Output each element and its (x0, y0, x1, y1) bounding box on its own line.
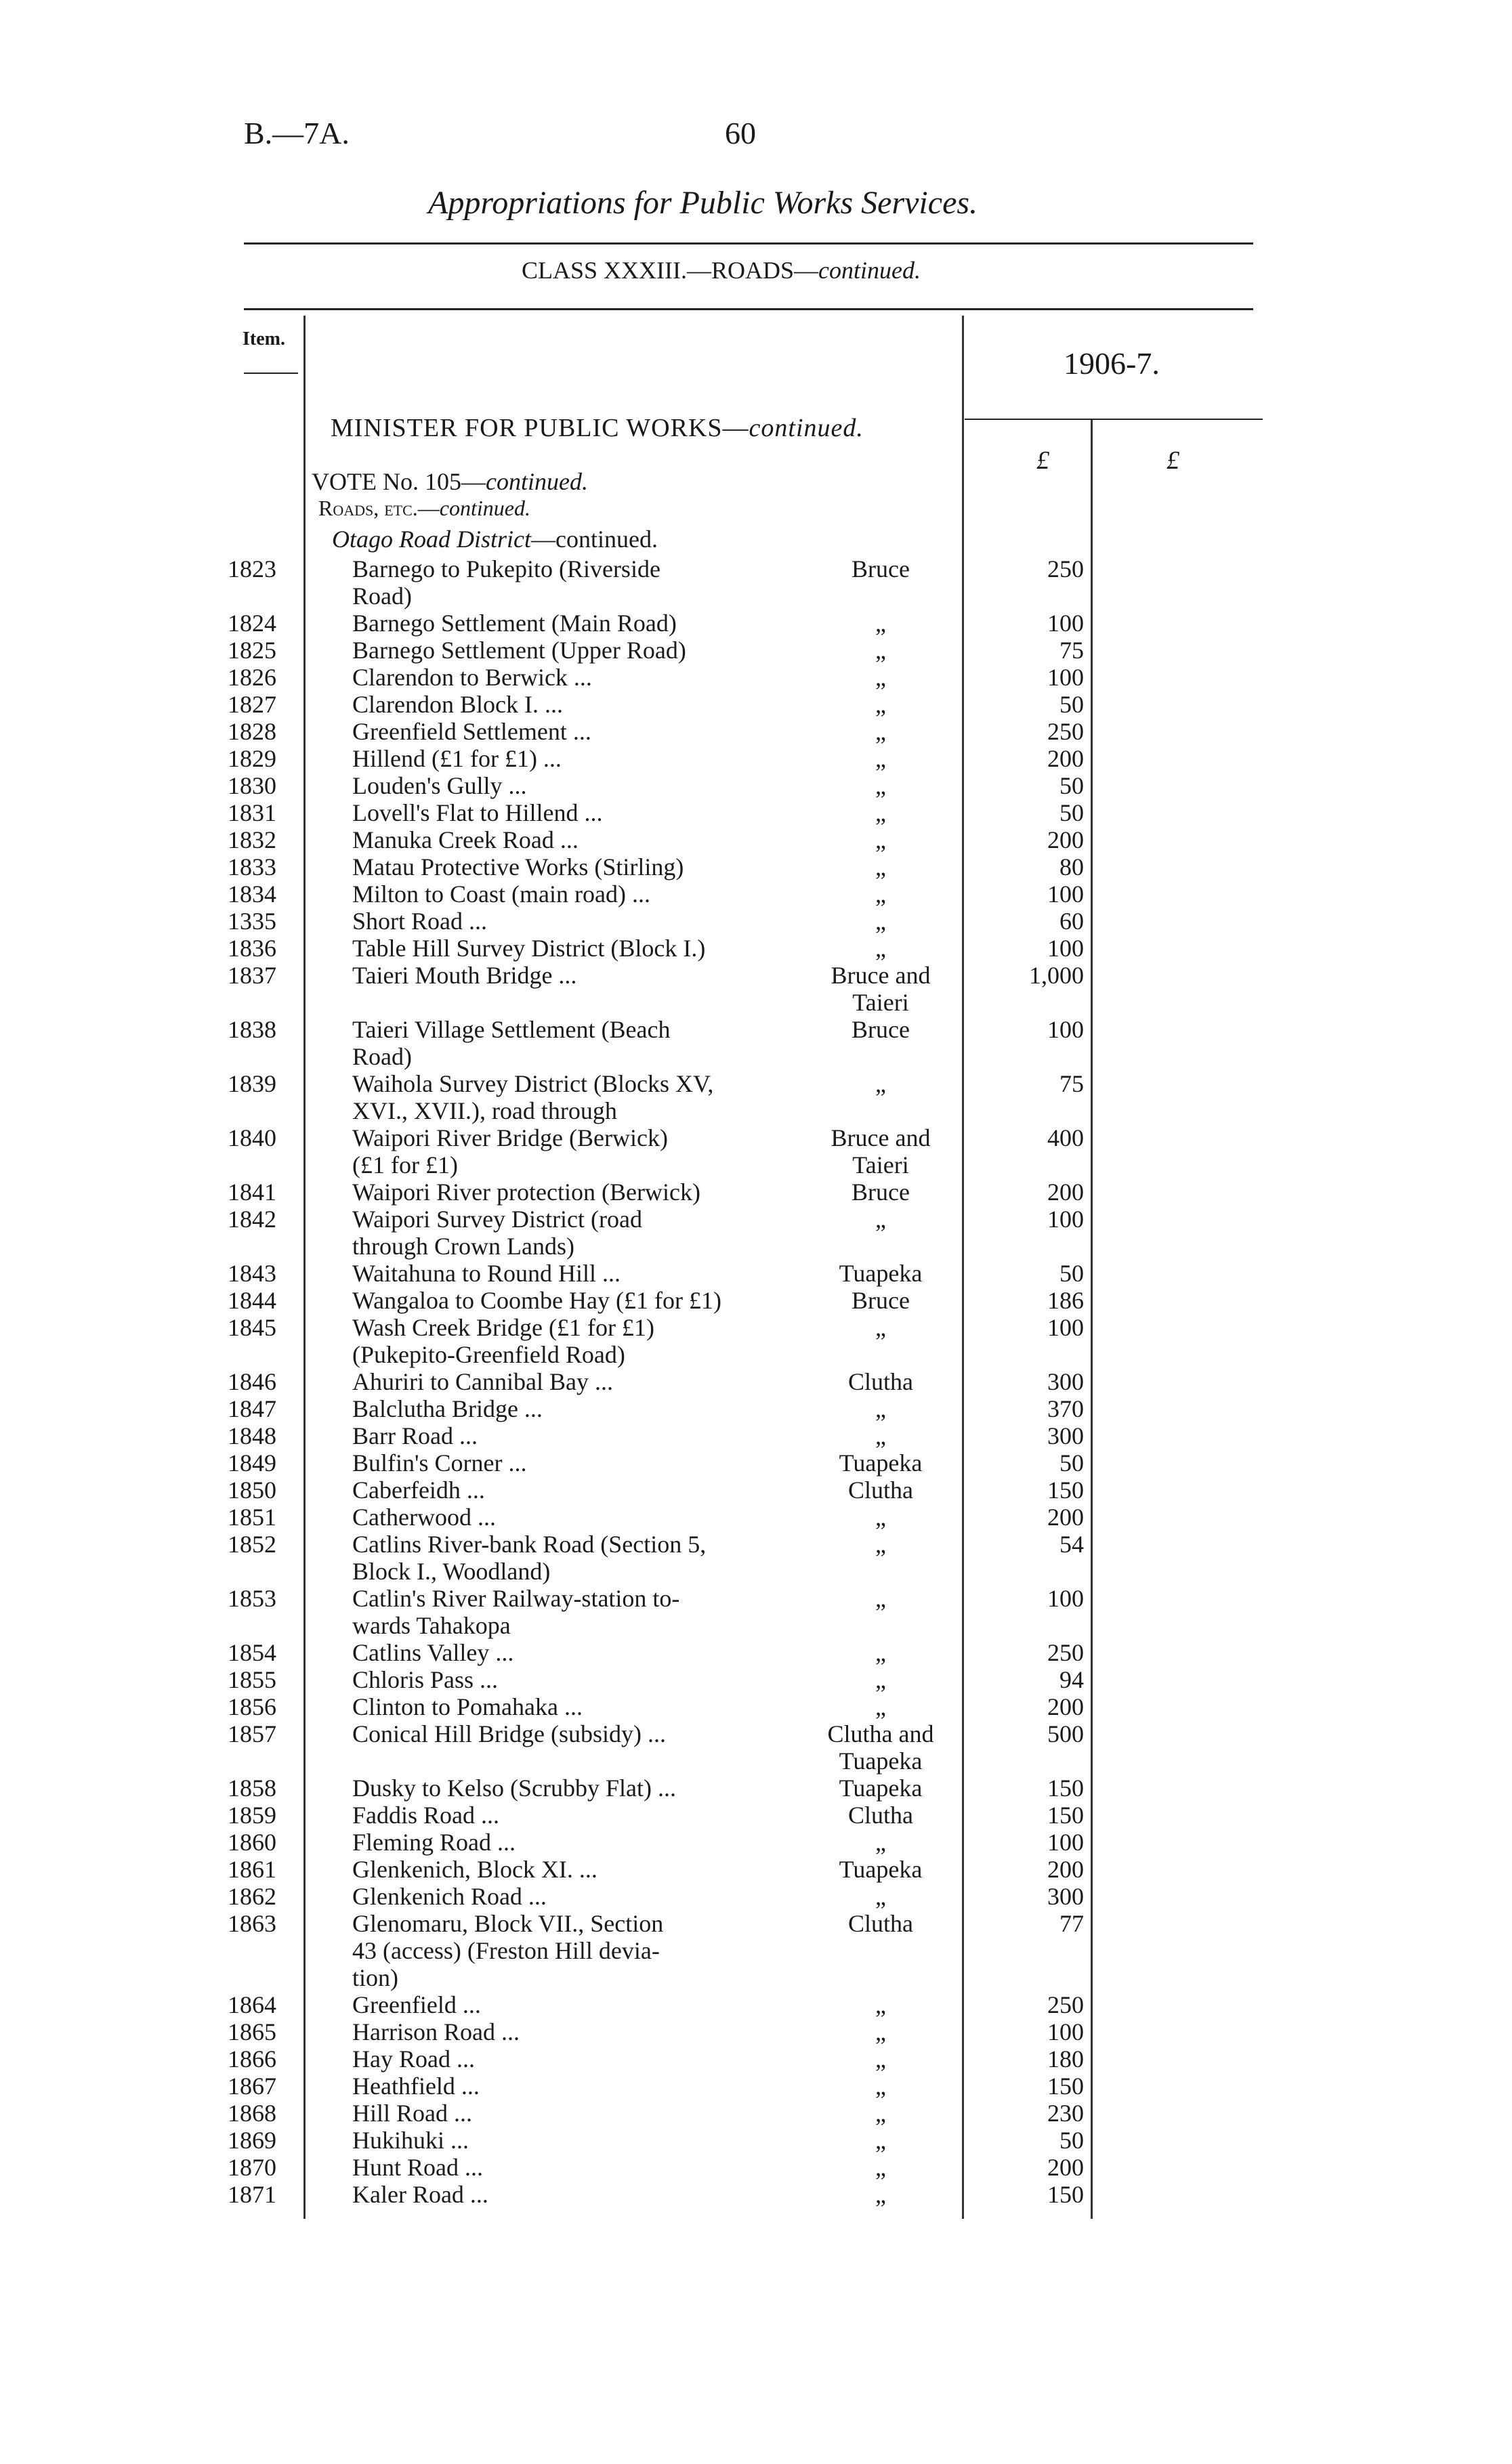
item-electorate: „ (875, 1585, 886, 1612)
table-row (0, 1449, 1512, 1477)
table-row (0, 610, 1512, 637)
item-description: Catlin's River Railway-station to- wards Tahakopa (352, 1585, 680, 1639)
item-amount: 100 (1047, 610, 1084, 637)
item-electorate: „ (875, 772, 886, 799)
item-description: Catherwood ... (352, 1504, 496, 1531)
item-description: Ahuriri to Cannibal Bay ... (352, 1368, 613, 1395)
item-column-header: Item. (243, 328, 285, 349)
item-number: 1841 (228, 1178, 276, 1206)
item-description: Catlins Valley ... (352, 1639, 514, 1666)
item-description: Milton to Coast (main road) ... (352, 880, 650, 908)
table-row (0, 935, 1512, 962)
table-row (0, 2127, 1512, 2154)
page-title: Appropriations for Public Works Services. (428, 185, 978, 221)
table-row (0, 1585, 1512, 1639)
item-amount: 54 (1059, 1531, 1084, 1558)
item-number: 1823 (228, 555, 276, 582)
table-row (0, 826, 1512, 853)
item-description: Barr Road ... (352, 1422, 478, 1449)
table-row (0, 1016, 1512, 1070)
item-amount: 50 (1059, 772, 1084, 799)
table-row (0, 1287, 1512, 1314)
item-description: Greenfield Settlement ... (352, 718, 591, 745)
item-electorate: „ (875, 1395, 886, 1422)
item-electorate: „ (875, 1991, 886, 2018)
item-number: 1848 (228, 1422, 276, 1449)
item-number: 1858 (228, 1775, 276, 1802)
item-description: Harrison Road ... (352, 2018, 520, 2045)
table-row (0, 2073, 1512, 2100)
item-number: 1829 (228, 745, 276, 772)
item-description: Kaler Road ... (352, 2181, 488, 2208)
table-row (0, 1693, 1512, 1720)
item-number: 1869 (228, 2127, 276, 2154)
item-amount: 200 (1047, 1178, 1084, 1206)
table-row (0, 1856, 1512, 1883)
item-amount: 370 (1047, 1395, 1084, 1422)
item-amount: 300 (1047, 1368, 1084, 1395)
table-row (0, 1178, 1512, 1206)
item-electorate: „ (875, 826, 886, 853)
table-row (0, 2018, 1512, 2045)
item-number: 1871 (228, 2181, 276, 2208)
table-row (0, 1639, 1512, 1666)
item-number: 1845 (228, 1314, 276, 1341)
item-description: Fleming Road ... (352, 1829, 516, 1856)
item-amount: 60 (1059, 908, 1084, 935)
item-number: 1843 (228, 1260, 276, 1287)
item-electorate: „ (875, 1829, 886, 1856)
item-electorate: „ (875, 664, 886, 691)
roads-title: Roads, etc.— (318, 496, 440, 520)
table-row (0, 2181, 1512, 2208)
item-number: 1862 (228, 1883, 276, 1910)
table-row (0, 853, 1512, 880)
item-description: Manuka Creek Road ... (352, 826, 579, 853)
item-electorate: „ (875, 1504, 886, 1531)
item-amount: 100 (1047, 880, 1084, 908)
item-number: 1857 (228, 1720, 276, 1747)
item-amount: 100 (1047, 1314, 1084, 1341)
table-row (0, 1775, 1512, 1802)
item-description: Louden's Gully ... (352, 772, 527, 799)
item-electorate: Bruce (852, 1287, 910, 1314)
table-row (0, 1422, 1512, 1449)
item-amount: 75 (1059, 637, 1084, 664)
item-electorate: „ (875, 745, 886, 772)
item-description: Hill Road ... (352, 2100, 472, 2127)
item-description: Waipori Survey District (road through Crown Lands) (352, 1206, 642, 1260)
item-number: 1856 (228, 1693, 276, 1720)
item-amount: 200 (1047, 1856, 1084, 1883)
item-amount: 250 (1047, 1639, 1084, 1666)
item-amount: 200 (1047, 1504, 1084, 1531)
item-amount: 100 (1047, 1585, 1084, 1612)
item-number: 1852 (228, 1531, 276, 1558)
item-number: 1847 (228, 1395, 276, 1422)
table-row (0, 745, 1512, 772)
item-amount: 400 (1047, 1124, 1084, 1151)
item-description: Barnego Settlement (Main Road) (352, 610, 677, 637)
item-number: 1825 (228, 637, 276, 664)
item-number: 1842 (228, 1206, 276, 1233)
item-electorate: Bruce and Taieri (831, 962, 931, 1016)
item-description: Balclutha Bridge ... (352, 1395, 543, 1422)
item-amount: 100 (1047, 1829, 1084, 1856)
item-number: 1863 (228, 1910, 276, 1937)
currency-symbol-2: £ (1167, 446, 1179, 475)
table-row (0, 1666, 1512, 1693)
table-row (0, 1124, 1512, 1178)
item-electorate: „ (875, 2018, 886, 2045)
item-number: 1824 (228, 610, 276, 637)
currency-symbol-1: £ (1036, 446, 1049, 475)
item-description: Barnego to Pukepito (Riverside Road) (352, 555, 660, 610)
item-amount: 1,000 (1029, 962, 1084, 989)
item-amount: 500 (1047, 1720, 1084, 1747)
item-amount: 150 (1047, 1802, 1084, 1829)
table-row (0, 1314, 1512, 1368)
item-number: 1851 (228, 1504, 276, 1531)
table-row (0, 1802, 1512, 1829)
item-amount: 300 (1047, 1883, 1084, 1910)
district-continued: —continued. (531, 526, 658, 553)
item-description: Matau Protective Works (Stirling) (352, 853, 684, 880)
item-description: Glenkenich Road ... (352, 1883, 547, 1910)
item-number: 1833 (228, 853, 276, 880)
item-description: Conical Hill Bridge (subsidy) ... (352, 1720, 666, 1747)
table-row (0, 880, 1512, 908)
item-electorate: Tuapeka (839, 1856, 923, 1883)
item-electorate: Bruce and Taieri (831, 1124, 931, 1178)
item-description: Taieri Mouth Bridge ... (352, 962, 577, 989)
item-amount: 75 (1059, 1070, 1084, 1097)
item-amount: 150 (1047, 2181, 1084, 2208)
item-amount: 150 (1047, 1477, 1084, 1504)
minister-continued: continued. (749, 414, 864, 442)
roads-continued: continued. (439, 496, 530, 520)
table-row (0, 1720, 1512, 1775)
table-row (0, 1477, 1512, 1504)
item-description: Hunt Road ... (352, 2154, 483, 2181)
item-description: Heathfield ... (352, 2073, 480, 2100)
table-row (0, 664, 1512, 691)
item-description: Waipori River protection (Berwick) (352, 1178, 700, 1206)
item-amount: 230 (1047, 2100, 1084, 2127)
item-amount: 100 (1047, 1206, 1084, 1233)
item-description: Bulfin's Corner ... (352, 1449, 527, 1477)
table-row (0, 1395, 1512, 1422)
table-row (0, 1070, 1512, 1124)
item-amount: 100 (1047, 664, 1084, 691)
table-row (0, 1206, 1512, 1260)
table-row (0, 1504, 1512, 1531)
item-electorate: „ (875, 718, 886, 745)
item-amount: 250 (1047, 718, 1084, 745)
item-number: 1865 (228, 2018, 276, 2045)
item-number: 1831 (228, 799, 276, 826)
item-electorate: „ (875, 1639, 886, 1666)
page-reference: B.—7A. (244, 116, 350, 150)
item-electorate: „ (875, 1314, 886, 1341)
item-number: 1846 (228, 1368, 276, 1395)
item-description: Barnego Settlement (Upper Road) (352, 637, 686, 664)
table-row (0, 2154, 1512, 2181)
item-number: 1868 (228, 2100, 276, 2127)
table-row (0, 799, 1512, 826)
table-row (0, 2100, 1512, 2127)
item-number: 1855 (228, 1666, 276, 1693)
item-description: Taieri Village Settlement (Beach Road) (352, 1016, 671, 1070)
item-description: Lovell's Flat to Hillend ... (352, 799, 603, 826)
item-number: 1830 (228, 772, 276, 799)
item-electorate: „ (875, 2045, 886, 2073)
table-row (0, 2045, 1512, 2073)
item-electorate: „ (875, 1422, 886, 1449)
item-number: 1828 (228, 718, 276, 745)
item-number: 1840 (228, 1124, 276, 1151)
item-electorate: „ (875, 799, 886, 826)
item-description: Hay Road ... (352, 2045, 475, 2073)
item-description: Hillend (£1 for £1) ... (352, 745, 562, 772)
item-description: Wash Creek Bridge (£1 for £1) (Pukepito-Greenfield Road) (352, 1314, 654, 1368)
item-description: Clarendon to Berwick ... (352, 664, 592, 691)
class-title: CLASS XXXIII.—ROADS— (522, 257, 819, 284)
item-description: Greenfield ... (352, 1991, 481, 2018)
item-number: 1850 (228, 1477, 276, 1504)
item-electorate: Bruce (852, 1016, 910, 1043)
item-electorate: Clutha (848, 1910, 913, 1937)
item-electorate: „ (875, 935, 886, 962)
item-electorate: Bruce (852, 1178, 910, 1206)
item-electorate: Tuapeka (839, 1260, 923, 1287)
item-electorate: Clutha (848, 1368, 913, 1395)
item-electorate: „ (875, 1693, 886, 1720)
item-amount: 80 (1059, 853, 1084, 880)
item-electorate: „ (875, 610, 886, 637)
item-amount: 50 (1059, 691, 1084, 718)
item-amount: 50 (1059, 1449, 1084, 1477)
item-description: Short Road ... (352, 908, 488, 935)
item-number: 1866 (228, 2045, 276, 2073)
item-amount: 300 (1047, 1422, 1084, 1449)
item-number: 1832 (228, 826, 276, 853)
year-column-header: 1906-7. (1064, 346, 1160, 381)
item-number: 1870 (228, 2154, 276, 2181)
item-electorate: Tuapeka (839, 1449, 923, 1477)
item-amount: 50 (1059, 1260, 1084, 1287)
item-number: 1844 (228, 1287, 276, 1314)
item-electorate: „ (875, 2100, 886, 2127)
item-description: Chloris Pass ... (352, 1666, 499, 1693)
item-number: 1860 (228, 1829, 276, 1856)
item-amount: 200 (1047, 826, 1084, 853)
item-amount: 50 (1059, 2127, 1084, 2154)
item-description: Table Hill Survey District (Block I.) (352, 935, 706, 962)
item-electorate: „ (875, 691, 886, 718)
item-amount: 100 (1047, 1016, 1084, 1043)
item-number: 1838 (228, 1016, 276, 1043)
table-row (0, 962, 1512, 1016)
table-row (0, 1991, 1512, 2018)
table-row (0, 1910, 1512, 1991)
item-electorate: „ (875, 637, 886, 664)
item-amount: 186 (1047, 1287, 1084, 1314)
item-electorate: Tuapeka (839, 1775, 923, 1802)
item-number: 1836 (228, 935, 276, 962)
page-number: 60 (725, 116, 756, 150)
item-amount: 200 (1047, 1693, 1084, 1720)
item-amount: 100 (1047, 2018, 1084, 2045)
item-electorate: „ (875, 1883, 886, 1910)
item-number: 1839 (228, 1070, 276, 1097)
item-electorate: „ (875, 1070, 886, 1097)
item-amount: 180 (1047, 2045, 1084, 2073)
item-description: Glenkenich, Block XI. ... (352, 1856, 597, 1883)
item-description: Wangaloa to Coombe Hay (£1 for £1) (352, 1287, 721, 1314)
table-row (0, 1368, 1512, 1395)
item-amount: 150 (1047, 1775, 1084, 1802)
item-number: 1864 (228, 1991, 276, 2018)
item-electorate: „ (875, 2181, 886, 2208)
item-electorate: „ (875, 1206, 886, 1233)
vote-continued: continued. (485, 468, 588, 495)
item-electorate: „ (875, 2154, 886, 2181)
item-number: 1853 (228, 1585, 276, 1612)
item-description: Clinton to Pomahaka ... (352, 1693, 583, 1720)
item-amount: 77 (1059, 1910, 1084, 1937)
item-number: 1849 (228, 1449, 276, 1477)
item-amount: 50 (1059, 799, 1084, 826)
item-amount: 94 (1059, 1666, 1084, 1693)
district-title: Otago Road District (332, 526, 531, 553)
item-number: 1837 (228, 962, 276, 989)
table-row (0, 637, 1512, 664)
item-number: 1854 (228, 1639, 276, 1666)
item-number: 1861 (228, 1856, 276, 1883)
item-number: 1834 (228, 880, 276, 908)
item-electorate: „ (875, 2127, 886, 2154)
item-description: Waitahuna to Round Hill ... (352, 1260, 621, 1287)
item-description: Waipori River Bridge (Berwick) (£1 for £1) (352, 1124, 668, 1178)
item-electorate: „ (875, 1531, 886, 1558)
item-description: Faddis Road ... (352, 1802, 500, 1829)
item-electorate: „ (875, 2073, 886, 2100)
item-electorate: „ (875, 908, 886, 935)
table-row (0, 908, 1512, 935)
item-electorate: „ (875, 853, 886, 880)
item-electorate: Clutha and Tuapeka (827, 1720, 934, 1775)
table-row (0, 1531, 1512, 1585)
item-number: 1335 (228, 908, 276, 935)
item-amount: 250 (1047, 1991, 1084, 2018)
item-description: Caberfeidh ... (352, 1477, 485, 1504)
item-amount: 200 (1047, 745, 1084, 772)
item-description: Dusky to Kelso (Scrubby Flat) ... (352, 1775, 676, 1802)
item-number: 1867 (228, 2073, 276, 2100)
item-electorate: „ (875, 880, 886, 908)
table-row (0, 772, 1512, 799)
item-description: Hukihuki ... (352, 2127, 469, 2154)
table-row (0, 555, 1512, 610)
item-amount: 250 (1047, 555, 1084, 582)
item-description: Waihola Survey District (Blocks XV, XVI., XVII.), road through (352, 1070, 714, 1124)
item-amount: 150 (1047, 2073, 1084, 2100)
class-continued: continued. (818, 257, 921, 284)
table-row (0, 1260, 1512, 1287)
item-description: Catlins River-bank Road (Section 5, Block I., Woodland) (352, 1531, 707, 1585)
item-description: Clarendon Block I. ... (352, 691, 563, 718)
minister-title: MINISTER FOR PUBLIC WORKS— (331, 414, 749, 442)
item-number: 1859 (228, 1802, 276, 1829)
item-electorate: „ (875, 1666, 886, 1693)
item-amount: 100 (1047, 935, 1084, 962)
item-electorate: Clutha (848, 1802, 913, 1829)
vote-title: VOTE No. 105— (312, 468, 486, 495)
item-amount: 200 (1047, 2154, 1084, 2181)
item-description: Glenomaru, Block VII., Section 43 (access) (Freston Hill devia- tion) (352, 1910, 664, 1991)
item-number: 1827 (228, 691, 276, 718)
table-row (0, 691, 1512, 718)
table-row (0, 718, 1512, 745)
item-electorate: Clutha (848, 1477, 913, 1504)
table-row (0, 1883, 1512, 1910)
table-row (0, 1829, 1512, 1856)
item-electorate: Bruce (852, 555, 910, 582)
item-number: 1826 (228, 664, 276, 691)
